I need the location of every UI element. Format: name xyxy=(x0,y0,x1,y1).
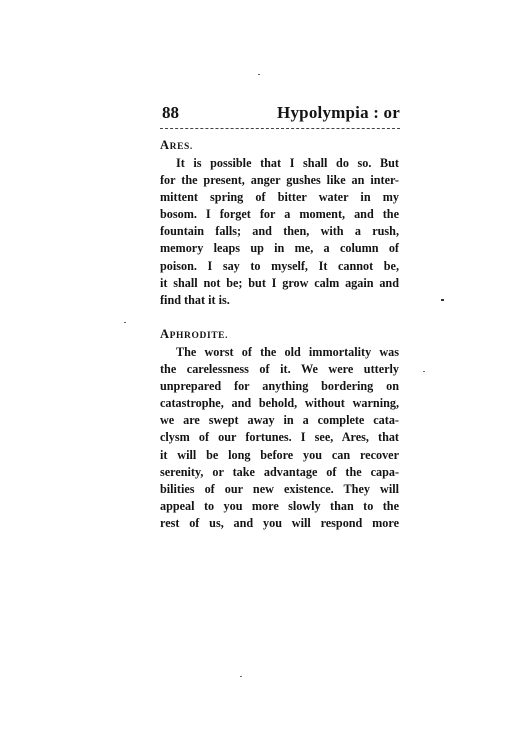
speech-paragraph xyxy=(160,155,399,309)
speck-mark xyxy=(240,676,242,677)
text-line: catastrophe, and behold, without warning, xyxy=(160,396,399,411)
text-line: poison. I say to myself, It cannot be, xyxy=(160,258,399,273)
text-line: fountain falls; and then, with a rush, xyxy=(160,224,399,239)
text-line: we are swept away in a complete cata- xyxy=(160,413,399,428)
text-line: unprepared for anything bordering on xyxy=(160,379,399,394)
text-line: the carelessness of it. We were utterly xyxy=(160,362,399,377)
text-line: find that it is. xyxy=(160,292,230,307)
text-line: The worst of the old immortality was xyxy=(176,345,399,359)
text-line: serenity, or take advantage of the capa- xyxy=(160,464,399,479)
text-line: mittent spring of bitter water in my xyxy=(160,190,399,205)
text-line: memory leaps up in me, a column of xyxy=(160,241,399,256)
speck-mark xyxy=(441,299,444,301)
speck-mark xyxy=(124,322,126,323)
running-title: Hypolympia : or xyxy=(277,103,400,122)
page-number: 88 xyxy=(162,103,179,122)
header-rule xyxy=(160,128,400,129)
speck-mark xyxy=(258,74,260,75)
speech-paragraph xyxy=(160,344,399,532)
text-line: it will be long before you can recover xyxy=(160,447,399,462)
running-header xyxy=(160,103,400,125)
speaker-name: APHRODITE. xyxy=(160,327,229,341)
text-line: bosom. I forget for a moment, and the xyxy=(160,207,399,222)
text-line: It is possible that I shall do so. But xyxy=(176,156,399,170)
text-line: rest of us, and you will respond more xyxy=(160,515,399,530)
speaker-name: ARES. xyxy=(160,138,193,152)
text-line: clysm of our fortunes. I see, Ares, that xyxy=(160,430,399,445)
text-line: it shall not be; but I grow calm again and xyxy=(160,275,399,290)
text-line: appeal to you more slowly than to the xyxy=(160,498,399,513)
speck-mark xyxy=(423,371,425,372)
text-line: for the present, anger gushes like an inter- xyxy=(160,173,399,188)
text-line: bilities of our new existence. They will xyxy=(160,481,399,496)
